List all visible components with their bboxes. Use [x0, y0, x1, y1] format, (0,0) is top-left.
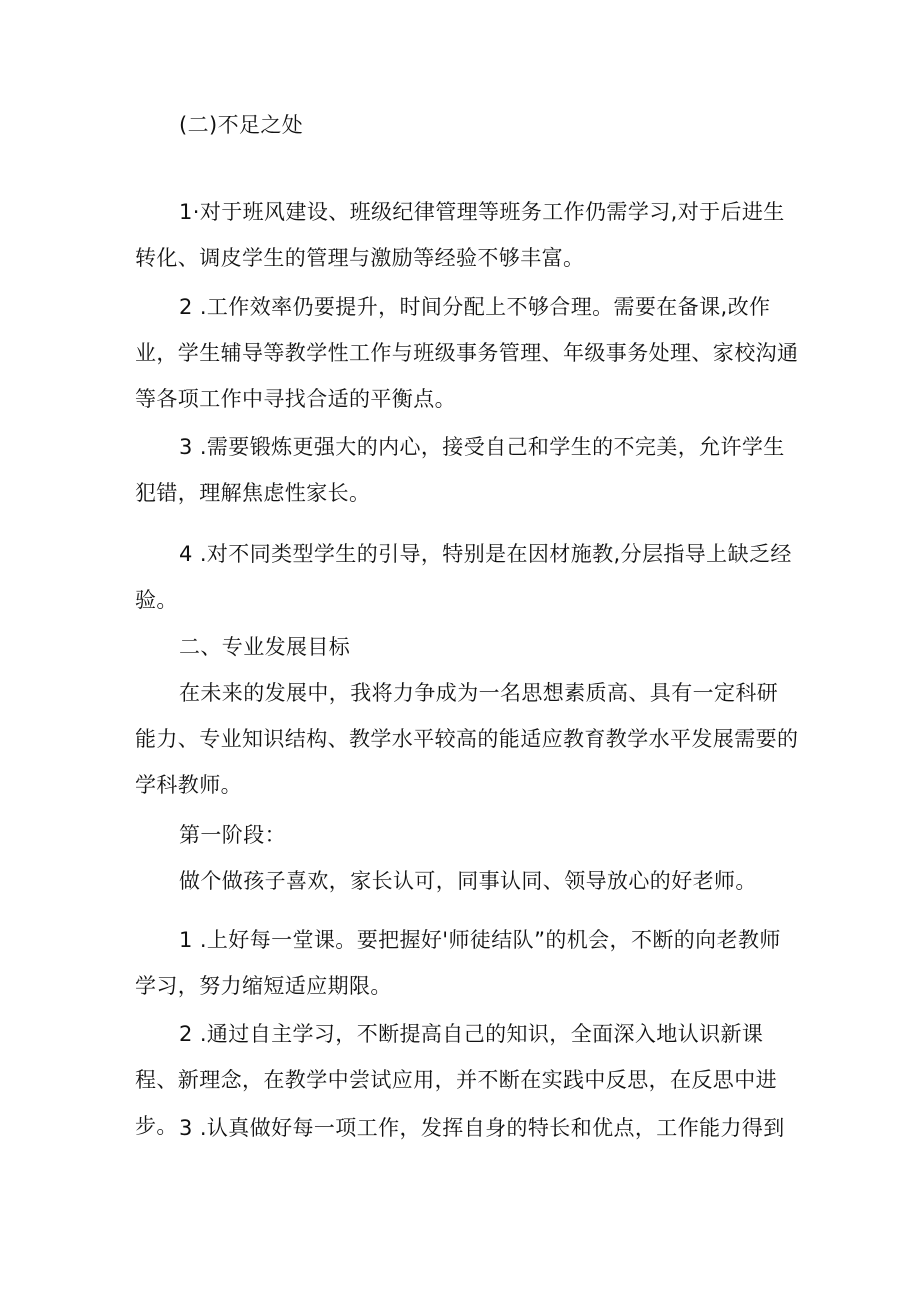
shortcoming-item-1: 1·对于班风建设、班级纪律管理等班务工作仍需学习,对于后进生转化、调皮学生的管理与激励等经验不够丰富。 — [135, 200, 785, 270]
goal-item-1: 1 .上好每一堂课。要把握好'师徒结队”的机会，不断的向老教师学习，努力缩短适应期限。 — [135, 928, 781, 998]
sub-heading-shortcomings: (二)不足之处 — [179, 113, 304, 137]
shortcoming-item-4: 4 .对不同类型学生的引导，特别是在因材施教,分层指导上缺乏经验。 — [135, 542, 792, 612]
stage-description: 做个做孩子喜欢，家长认可，同事认同、领导放心的好老师。 — [179, 869, 757, 893]
stage-label: 第一阶段： — [179, 823, 286, 847]
goal-item-3: 3 .认真做好每一项工作，发挥自身的特长和优点，工作能力得到 — [179, 1116, 785, 1140]
section-heading-development-goals: 二、专业发展目标 — [179, 635, 351, 659]
shortcoming-item-3: 3 .需要锻炼更强大的内心，接受自己和学生的不完美，允许学生犯错，理解焦虑性家长。 — [135, 435, 785, 505]
goal-item-2: 2 .通过自主学习，不断提高自己的知识，全面深入地认识新课程、新理念，在教学中尝试应用，并不断在实践中反思，在反思中进步。 — [135, 1022, 777, 1138]
intro-paragraph: 在未来的发展中，我将力争成为一名思想素质高、具有一定科研能力、专业知识结构、教学水平较高的能适应教育教学水平发展需要的学科教师。 — [135, 681, 799, 797]
shortcoming-item-2: 2 .工作效率仍要提升，时间分配上不够合理。需要在备课,改作业，学生辅导等教学性工作与班级事务管理、年级事务处理、家校沟通等各项工作中寻找合适的平衡点。 — [135, 295, 799, 411]
